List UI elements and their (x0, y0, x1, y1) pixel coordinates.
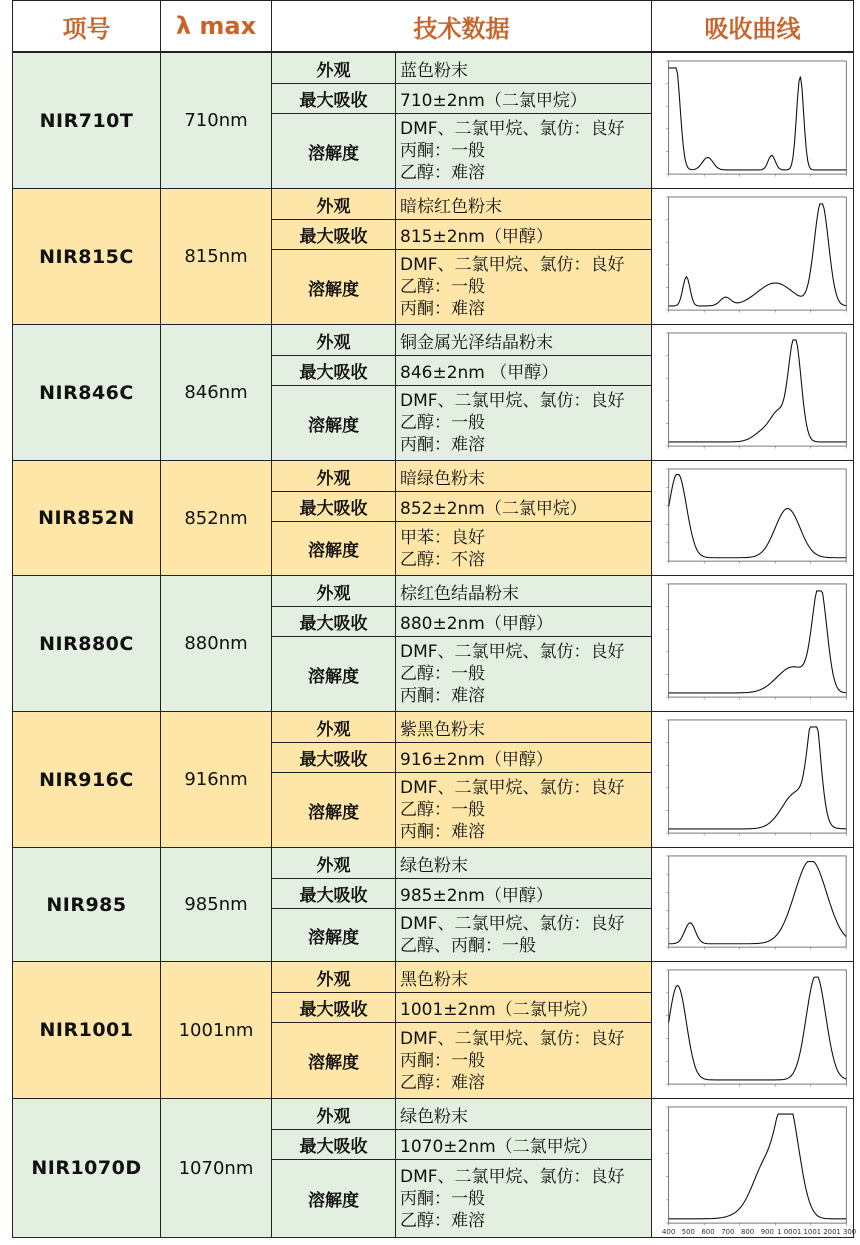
plot-frame (669, 584, 847, 697)
plot-frame (669, 720, 847, 833)
spectrum-plot (654, 463, 851, 573)
spectrum-plot (654, 55, 851, 186)
max-absorption-value: 880±2nm（甲醇） (395, 606, 652, 637)
label-solubility: 溶解度 (271, 113, 396, 189)
spectrum-plot (654, 714, 851, 845)
plot-frame (669, 333, 847, 446)
plot-frame (669, 856, 846, 947)
solubility-line: DMF、二氯甲烷、氯仿：良好 (400, 1166, 625, 1187)
solubility-line: DMF、二氯甲烷、氯仿：良好 (400, 255, 625, 275)
solubility-line: 乙醇：一般 (400, 277, 485, 297)
absorption-curve-chart (651, 847, 854, 962)
appearance-value: 紫黑色粉末 (395, 711, 652, 743)
product-id: NIR1070D (12, 1098, 161, 1238)
solubility-line: DMF、二氯甲烷、氯仿：良好 (400, 642, 625, 662)
lambda-max-value: 1001nm (160, 961, 272, 1099)
absorption-curve-chart (651, 460, 854, 576)
absorption-curve (669, 727, 847, 829)
x-tick-label: 400 (662, 1228, 676, 1237)
label-solubility: 溶解度 (271, 521, 396, 576)
appearance-value: 暗绿色粉末 (395, 460, 652, 492)
spectrum-plot (654, 964, 851, 1096)
absorption-curve (669, 977, 847, 1080)
label-solubility: 溶解度 (271, 908, 396, 962)
product-row (12, 847, 854, 961)
product-id: NIR985 (12, 847, 161, 962)
solubility-value (395, 385, 652, 461)
solubility-value (395, 1022, 652, 1099)
product-row (12, 961, 854, 1098)
label-appearance: 外观 (271, 847, 396, 879)
appearance-value: 黑色粉末 (395, 961, 652, 993)
solubility-line: 乙醇：难溶 (400, 1072, 485, 1093)
spectrum-plot (654, 1101, 857, 1237)
absorption-curve-chart (651, 324, 854, 461)
appearance-value: 暗棕红色粉末 (395, 188, 652, 220)
product-id: NIR852N (12, 460, 161, 576)
label-max-abs: 最大吸收 (271, 219, 396, 250)
label-appearance: 外观 (271, 1098, 396, 1130)
absorption-curve (669, 1114, 847, 1219)
appearance-value: 蓝色粉末 (395, 52, 652, 84)
solubility-line: 乙醇、丙酮：一般 (400, 936, 536, 956)
solubility-line: 丙酮：一般 (400, 141, 485, 161)
solubility-line: 丙酮：难溶 (400, 822, 485, 842)
absorption-curve-chart (651, 188, 854, 325)
x-tick-label: 500 (681, 1228, 695, 1237)
label-max-abs: 最大吸收 (271, 606, 396, 637)
product-row (12, 188, 854, 324)
product-id: NIR880C (12, 575, 161, 712)
label-appearance: 外观 (271, 52, 396, 84)
max-absorption-value: 985±2nm（甲醇） (395, 878, 652, 909)
label-max-abs: 最大吸收 (271, 992, 396, 1023)
lambda-max-value: 1070nm (160, 1098, 272, 1238)
spectrum-plot (654, 578, 851, 709)
label-max-abs: 最大吸收 (271, 878, 396, 909)
label-appearance: 外观 (271, 324, 396, 356)
label-solubility: 溶解度 (271, 772, 396, 848)
solubility-line: 丙酮：一般 (400, 1050, 485, 1071)
solubility-value (395, 521, 652, 576)
lambda-max-value: 852nm (160, 460, 272, 576)
header-absorption-curve: 吸收曲线 (651, 0, 854, 52)
solubility-line: DMF、二氯甲烷、氯仿：良好 (400, 119, 625, 139)
plot-frame (669, 61, 847, 174)
max-absorption-value: 815±2nm（甲醇） (395, 219, 652, 250)
product-row (12, 575, 854, 711)
absorption-curve (669, 340, 847, 442)
label-appearance: 外观 (271, 575, 396, 607)
label-appearance: 外观 (271, 188, 396, 220)
max-absorption-value: 852±2nm（二氯甲烷） (395, 491, 652, 522)
solubility-line: 乙醇：一般 (400, 664, 485, 684)
absorption-curve (669, 68, 847, 170)
solubility-line: 乙醇：难溶 (400, 1210, 485, 1231)
max-absorption-value: 1001±2nm（二氯甲烷） (395, 992, 652, 1023)
absorption-curve (669, 591, 847, 693)
lambda-max-value: 880nm (160, 575, 272, 712)
solubility-line: 乙醇：不溶 (400, 549, 485, 570)
label-max-abs: 最大吸收 (271, 1129, 396, 1160)
appearance-value: 铜金属光泽结晶粉末 (395, 324, 652, 356)
absorption-curve-chart (651, 961, 854, 1099)
lambda-max-value: 815nm (160, 188, 272, 325)
solubility-line: 丙酮：难溶 (400, 686, 485, 706)
solubility-value (395, 1159, 652, 1238)
lambda-max-value: 846nm (160, 324, 272, 461)
x-tick-label: 700 (721, 1228, 735, 1237)
solubility-value (395, 636, 652, 712)
header-lambda-max: λ max (160, 0, 272, 52)
header-tech-data: 技术数据 (271, 0, 652, 52)
spectrum-plot (654, 327, 851, 458)
lambda-max-value: 916nm (160, 711, 272, 848)
label-solubility: 溶解度 (271, 385, 396, 461)
absorption-curve (669, 475, 846, 558)
label-appearance: 外观 (271, 961, 396, 993)
product-row (12, 460, 854, 575)
absorption-curve-chart (651, 575, 854, 712)
product-row (12, 1098, 857, 1237)
x-tick-label: 1 000 (777, 1228, 798, 1237)
solubility-line: 乙醇：一般 (400, 413, 485, 433)
product-row (12, 52, 854, 188)
label-solubility: 溶解度 (271, 1022, 396, 1099)
x-tick-label: 1 300 (836, 1228, 857, 1237)
label-max-abs: 最大吸收 (271, 355, 396, 386)
product-id: NIR815C (12, 188, 161, 325)
appearance-value: 绿色粉末 (395, 847, 652, 879)
solubility-line: 乙醇：一般 (400, 800, 485, 820)
x-tick-label: 800 (740, 1228, 755, 1237)
solubility-line: DMF、二氯甲烷、氯仿：良好 (400, 1028, 625, 1049)
appearance-value: 绿色粉末 (395, 1098, 652, 1130)
product-id: NIR1001 (12, 961, 161, 1099)
product-id: NIR846C (12, 324, 161, 461)
label-max-abs: 最大吸收 (271, 491, 396, 522)
plot-frame (669, 1107, 847, 1223)
solubility-line: 丙酮：难溶 (400, 435, 485, 455)
lambda-max-value: 985nm (160, 847, 272, 962)
x-tick-label: 1 100 (796, 1228, 817, 1237)
product-row (12, 711, 854, 847)
label-max-abs: 最大吸收 (271, 83, 396, 114)
x-tick-label: 600 (701, 1228, 715, 1237)
x-tick-label: 900 (760, 1228, 774, 1237)
plot-frame (669, 197, 847, 310)
solubility-value (395, 772, 652, 848)
spectrum-plot (654, 191, 851, 322)
label-solubility: 溶解度 (271, 249, 396, 325)
solubility-line: DMF、二氯甲烷、氯仿：良好 (400, 391, 625, 411)
appearance-value: 棕红色结晶粉末 (395, 575, 652, 607)
product-id: NIR710T (12, 52, 161, 189)
absorption-curve-chart (651, 52, 854, 189)
solubility-value (395, 113, 652, 189)
max-absorption-value: 916±2nm（甲醇） (395, 742, 652, 773)
label-appearance: 外观 (271, 711, 396, 743)
max-absorption-value: 846±2nm （甲醇） (395, 355, 652, 386)
absorption-curve (669, 862, 846, 944)
product-id: NIR916C (12, 711, 161, 848)
header-id: 项号 (12, 0, 161, 52)
solubility-line: DMF、二氯甲烷、氯仿：良好 (400, 778, 625, 798)
label-appearance: 外观 (271, 460, 396, 492)
solubility-line: 甲苯：良好 (400, 527, 485, 548)
max-absorption-value: 710±2nm（二氯甲烷） (395, 83, 652, 114)
solubility-value (395, 249, 652, 325)
x-tick-label: 1 200 (816, 1228, 837, 1237)
label-max-abs: 最大吸收 (271, 742, 396, 773)
label-solubility: 溶解度 (271, 636, 396, 712)
product-row (12, 324, 854, 460)
max-absorption-value: 1070±2nm（二氯甲烷） (395, 1129, 652, 1160)
solubility-line: DMF、二氯甲烷、氯仿：良好 (400, 914, 625, 934)
absorption-curve-chart (651, 711, 854, 848)
solubility-line: 丙酮：一般 (400, 1188, 485, 1209)
absorption-curve (669, 204, 847, 306)
absorption-curve-chart (651, 1098, 857, 1238)
spectrum-plot (654, 850, 851, 959)
lambda-max-value: 710nm (160, 52, 272, 189)
solubility-line: 乙醇：难溶 (400, 163, 485, 183)
solubility-value (395, 908, 652, 962)
solubility-line: 丙酮：难溶 (400, 299, 485, 319)
label-solubility: 溶解度 (271, 1159, 396, 1238)
